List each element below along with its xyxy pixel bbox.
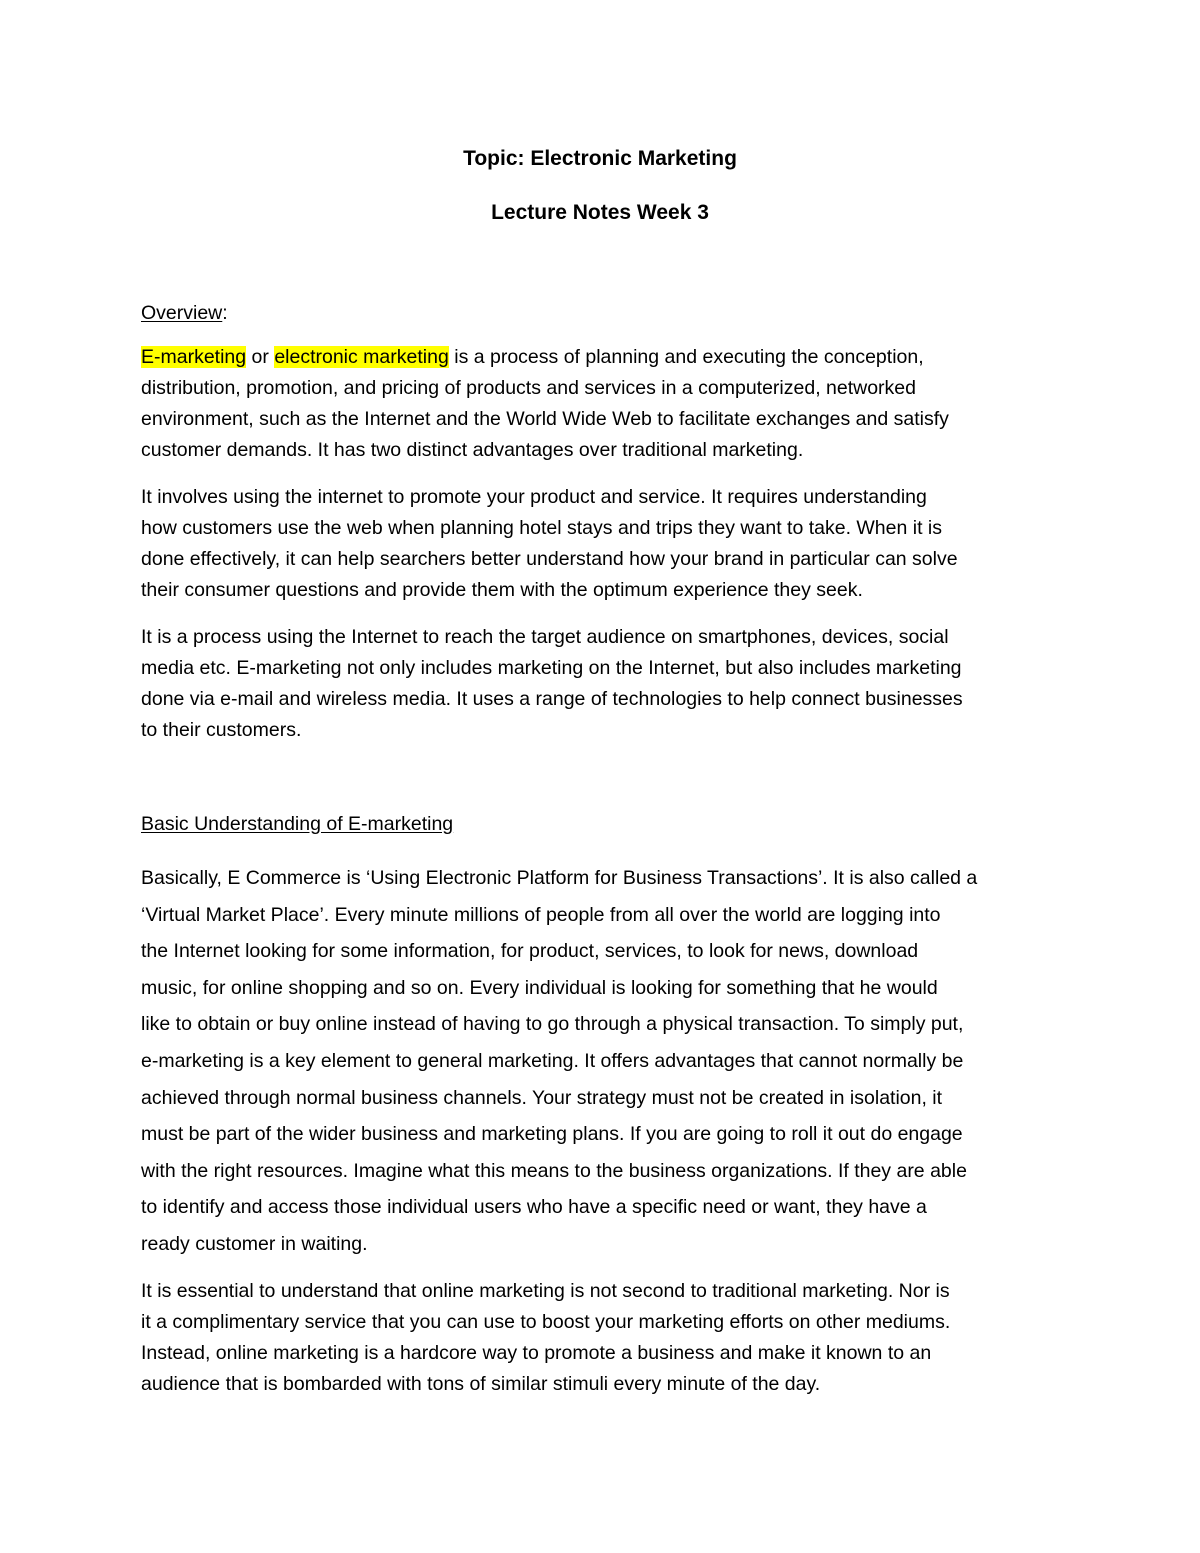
paragraph-line: environment, such as the Internet and the World Wide Web to facilitate exchanges and satisfy xyxy=(141,408,949,430)
paragraph-line: like to obtain or buy online instead of having to go through a physical transaction. To simply put, xyxy=(141,1013,964,1036)
overview-heading xyxy=(141,299,228,327)
paragraph-line: their consumer questions and provide them with the optimum experience they seek. xyxy=(141,579,863,601)
paragraph-line: It is a process using the Internet to reach the target audience on smartphones, devices, social xyxy=(141,626,949,648)
paragraph-line: to their customers. xyxy=(141,719,302,741)
overview-paragraph-3 xyxy=(141,622,1061,746)
connector-text: or xyxy=(246,346,275,368)
paragraph-line: it a complimentary service that you can use to boost your marketing efforts on other mediums. xyxy=(141,1311,951,1333)
paragraph-line: Instead, online marketing is a hardcore way to promote a business and make it known to an xyxy=(141,1342,932,1364)
paragraph-line xyxy=(141,342,1061,373)
highlighted-term: electronic marketing xyxy=(274,346,449,368)
overview-paragraph-2 xyxy=(141,482,1061,606)
paragraph-line: ‘Virtual Market Place’. Every minute millions of people from all over the world are logging into xyxy=(141,903,941,926)
paragraph-line: how customers use the web when planning hotel stays and trips they want to take. When it is xyxy=(141,517,943,539)
document-title: Topic: Electronic Marketing xyxy=(463,147,737,170)
document-subtitle: Lecture Notes Week 3 xyxy=(491,201,709,224)
basic-paragraph-2 xyxy=(141,1276,1061,1400)
paragraph-line: music, for online shopping and so on. Every individual is looking for something that he would xyxy=(141,976,938,999)
overview-heading-text: Overview xyxy=(141,302,223,324)
paragraph-line: the Internet looking for some information, for product, services, to look for news, download xyxy=(141,940,919,963)
paragraph-line: customer demands. It has two distinct advantages over traditional marketing. xyxy=(141,439,804,461)
paragraph-line: done via e-mail and wireless media. It uses a range of technologies to help connect businesses xyxy=(141,688,963,710)
overview-heading-colon: : xyxy=(222,302,228,324)
paragraph-line: ready customer in waiting. xyxy=(141,1232,368,1255)
basic-understanding-heading-text: Basic Understanding of E-marketing xyxy=(141,813,454,835)
paragraph-line: to identify and access those individual users who have a specific need or want, they have a xyxy=(141,1196,927,1219)
paragraph-line: must be part of the wider business and marketing plans. If you are going to roll it out do engage xyxy=(141,1123,963,1146)
paragraph-line: It involves using the internet to promote your product and service. It requires understanding xyxy=(141,486,927,508)
paragraph-line: Basically, E Commerce is ‘Using Electronic Platform for Business Transactions’. It is also called a xyxy=(141,867,978,889)
basic-understanding-heading xyxy=(141,810,453,838)
paragraph-line: distribution, promotion, and pricing of products and services in a computerized, networked xyxy=(141,377,916,399)
overview-paragraph-1 xyxy=(141,342,1061,466)
paragraph-line: done effectively, it can help searchers better understand how your brand in particular can solve xyxy=(141,548,958,570)
basic-paragraph-1 xyxy=(141,860,1061,1263)
paragraph-line: e-marketing is a key element to general marketing. It offers advantages that cannot normally be xyxy=(141,1049,964,1072)
line-text: is a process of planning and executing the conception, xyxy=(448,346,924,368)
highlighted-term: E-marketing xyxy=(141,346,247,368)
paragraph-line: It is essential to understand that online marketing is not second to traditional marketing. Nor is xyxy=(141,1280,950,1302)
paragraph-line: achieved through normal business channels. Your strategy must not be created in isolation, it xyxy=(141,1086,943,1109)
paragraph-line: media etc. E-marketing not only includes marketing on the Internet, but also includes marketing xyxy=(141,657,962,679)
paragraph-line: audience that is bombarded with tons of similar stimuli every minute of the day. xyxy=(141,1373,821,1395)
paragraph-line: with the right resources. Imagine what this means to the business organizations. If they are able xyxy=(141,1159,967,1182)
